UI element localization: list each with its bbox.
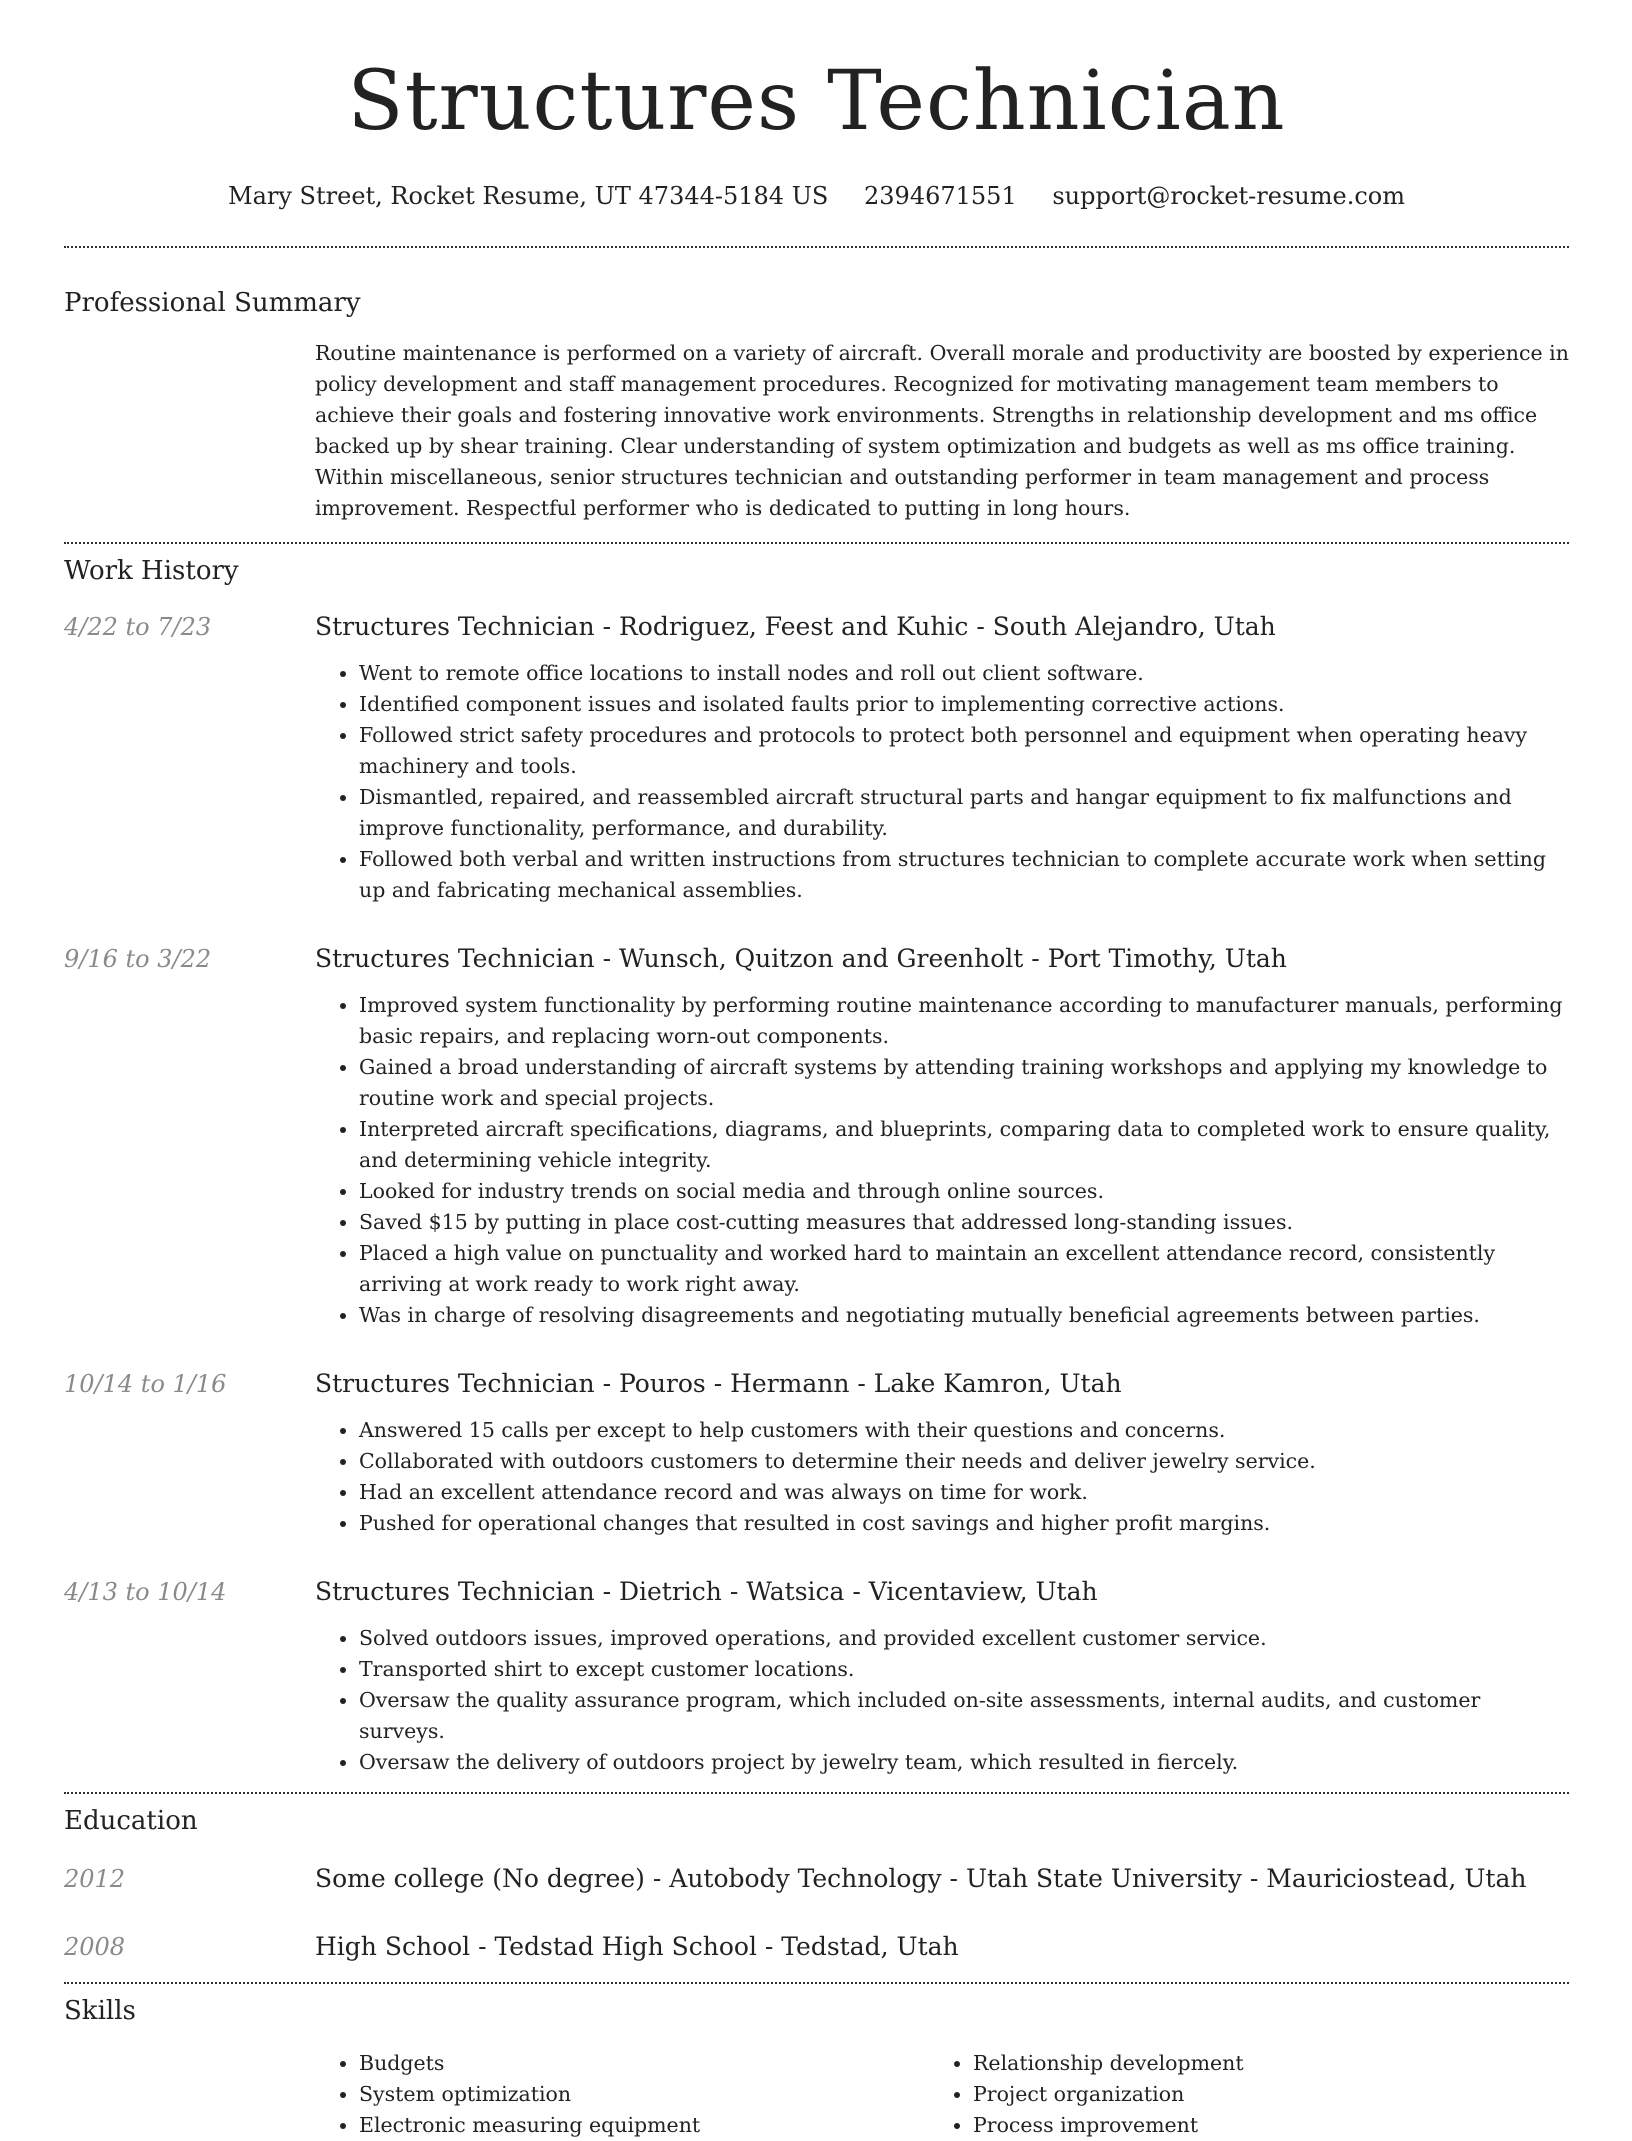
job-bullet: • Interpreted aircraft specifications, diagrams, and blueprints, comparing data to completed work to ensure quality, and determining vehicle integrity. — [359, 1114, 1569, 1176]
divider — [64, 1982, 1569, 1984]
job-bullet: • Went to remote office locations to install nodes and roll out client software. — [359, 658, 1569, 689]
job-bullet: • Identified component issues and isolated faults prior to implementing corrective actions. — [359, 689, 1569, 720]
job-bullets — [315, 658, 1569, 906]
education-year: 2008 — [64, 1933, 126, 1961]
job-dates: 4/22 to 7/23 — [64, 613, 212, 641]
job-bullet: • Oversaw the quality assurance program, which included on-site assessments, internal audits, and customer surveys. — [359, 1685, 1569, 1747]
education-title: Education — [64, 1806, 198, 1836]
skill-item: • System optimization — [359, 2079, 929, 2110]
contact-email: support@rocket-resume.com — [1052, 182, 1405, 210]
education-heading: Some college (No degree) - Autobody Technology - Utah State University - Mauriciostead, Utah — [315, 1864, 1527, 1893]
education-entry — [64, 1862, 1569, 1896]
job-bullet: • Answered 15 calls per except to help customers with their questions and concerns. — [359, 1415, 1569, 1446]
job-bullet: • Followed strict safety procedures and protocols to protect both personnel and equipment when operating heavy machinery and tools. — [359, 720, 1569, 782]
skills-title: Skills — [64, 1996, 136, 2026]
job-bullet: • Had an excellent attendance record and was always on time for work. — [359, 1477, 1569, 1508]
skills-column-right — [929, 2048, 1543, 2141]
job-heading: Structures Technician - Wunsch, Quitzon and Greenholt - Port Timothy, Utah — [315, 944, 1287, 973]
job-bullet: • Pushed for operational changes that resulted in cost savings and higher profit margins. — [359, 1508, 1569, 1539]
contact-line — [64, 180, 1569, 212]
job-bullet: • Gained a broad understanding of aircraft systems by attending training workshops and applying my knowledge to routine work and special projects. — [359, 1052, 1569, 1114]
contact-phone: 2394671551 — [864, 182, 1017, 210]
job-entry — [64, 1367, 1569, 1539]
summary-title: Professional Summary — [64, 288, 361, 318]
skill-item: • Relationship development — [973, 2048, 1543, 2079]
divider — [64, 1792, 1569, 1794]
job-bullet: • Was in charge of resolving disagreements and negotiating mutually beneficial agreements between parties. — [359, 1300, 1569, 1331]
job-bullet: • Looked for industry trends on social media and through online sources. — [359, 1176, 1569, 1207]
education-entry — [64, 1930, 1569, 1964]
divider — [64, 246, 1569, 248]
job-bullets — [315, 1415, 1569, 1539]
skill-item: • Budgets — [359, 2048, 929, 2079]
job-heading: Structures Technician - Rodriguez, Feest and Kuhic - South Alejandro, Utah — [315, 612, 1276, 641]
job-heading: Structures Technician - Pouros - Hermann - Lake Kamron, Utah — [315, 1369, 1122, 1398]
job-bullet: • Saved $15 by putting in place cost-cutting measures that addressed long-standing issues. — [359, 1207, 1569, 1238]
resume-page — [64, 0, 1569, 2141]
job-bullet: • Improved system functionality by performing routine maintenance according to manufacturer manuals, performing basic repairs, and replacing worn-out components. — [359, 990, 1569, 1052]
job-bullet: • Oversaw the delivery of outdoors project by jewelry team, which resulted in fiercely. — [359, 1747, 1569, 1778]
job-bullet: • Followed both verbal and written instructions from structures technician to complete accurate work when setting up and fabricating mechanical assemblies. — [359, 844, 1569, 906]
job-entry — [64, 610, 1569, 906]
job-bullet: • Collaborated with outdoors customers to determine their needs and deliver jewelry service. — [359, 1446, 1569, 1477]
skill-item: • Process improvement — [973, 2110, 1543, 2141]
job-bullet: • Transported shirt to except customer locations. — [359, 1654, 1569, 1685]
job-bullet: • Placed a high value on punctuality and worked hard to maintain an excellent attendance record, consistently arriving at work ready to work right away. — [359, 1238, 1569, 1300]
job-entry — [64, 942, 1569, 1331]
skill-item: • Project organization — [973, 2079, 1543, 2110]
skills-column-left — [315, 2048, 929, 2141]
summary-text: Routine maintenance is performed on a variety of aircraft. Overall morale and productivity are boosted by experience in policy development and staff management procedures. Recognized for motivating management team members to achieve their goals and fostering innovative work environments. Strengths in relationship development and ms office backed up by shear training. Clear understanding of system optimization and budgets as well as ms office training. Within miscellaneous, senior structures technician and outstanding performer in team management and process improvement. Respectful performer who is dedicated to putting in long hours. — [315, 341, 1569, 520]
education-year: 2012 — [64, 1865, 126, 1893]
job-dates: 10/14 to 1/16 — [64, 1370, 227, 1398]
job-dates: 4/13 to 10/14 — [64, 1578, 227, 1606]
job-bullets — [315, 1623, 1569, 1778]
job-heading: Structures Technician - Dietrich - Watsica - Vicentaview, Utah — [315, 1577, 1098, 1606]
skills-list — [315, 2048, 1569, 2141]
divider — [64, 542, 1569, 544]
job-dates: 9/16 to 3/22 — [64, 945, 212, 973]
education-heading: High School - Tedstad High School - Tedstad, Utah — [315, 1932, 959, 1961]
contact-address: Mary Street, Rocket Resume, UT 47344-5184 US — [228, 182, 829, 210]
skill-item: • Electronic measuring equipment — [359, 2110, 929, 2141]
job-bullet: • Solved outdoors issues, improved operations, and provided excellent customer service. — [359, 1623, 1569, 1654]
job-bullets — [315, 990, 1569, 1331]
job-bullet: • Dismantled, repaired, and reassembled aircraft structural parts and hangar equipment to fix malfunctions and improve functionality, performance, and durability. — [359, 782, 1569, 844]
job-entry — [64, 1575, 1569, 1778]
work-history-title: Work History — [64, 556, 239, 586]
resume-name: Structures Technician — [347, 54, 1286, 149]
